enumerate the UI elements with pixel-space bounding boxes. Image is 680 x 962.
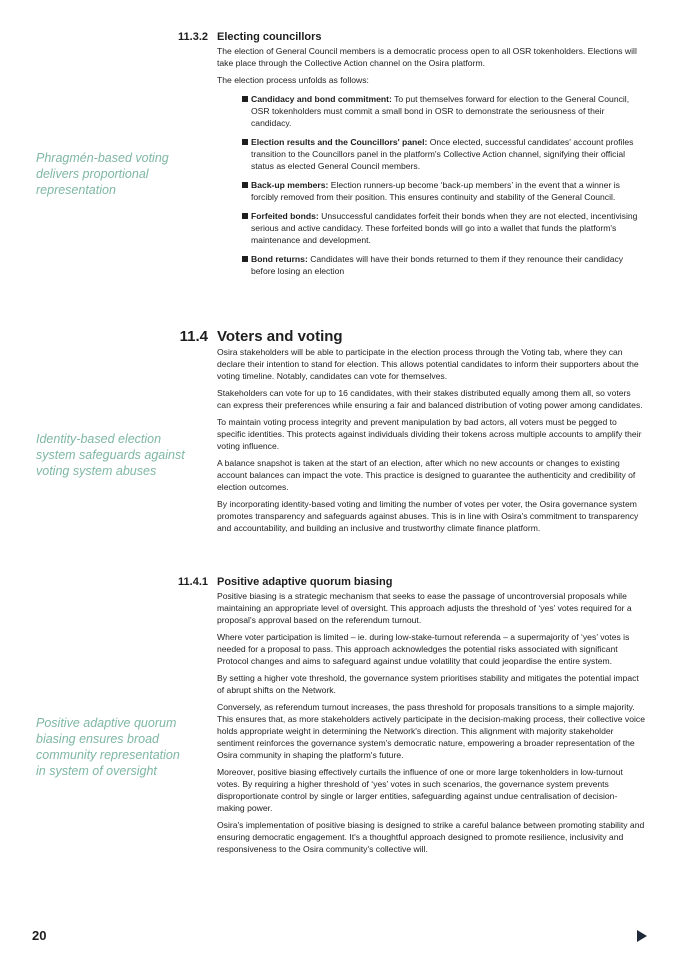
paragraph: To maintain voting process integrity and prevent manipulation by bad actors, all voters must be pegged to specific identities. This protects against individuals dividing their tokens across multiple accounts to amplify their voting influence.: [217, 417, 642, 451]
list-item: [242, 253, 645, 277]
bullet-square-icon: [242, 256, 248, 262]
page-number: 20: [32, 928, 47, 943]
paragraph: Conversely, as referendum turnout increases, the pass threshold for proposals transitions to a simple majority. This ensures that, as more stakeholders actively participate in the decision-making process, their collective voice holds appropriate weight in determining the Network's direction. This alignment with majority stakeholder sentiment reinforces the governance system's democratic nature, empowering a broader representation of the Osira community in shaping the platform's future.: [217, 702, 645, 760]
bullet-text: Once elected, successful candidates' account profiles transition to the Councillors panel in the platform's Collective Action channel, signifying their official status as elected General Council members.: [251, 137, 634, 171]
bullet-label: Candidacy and bond commitment:: [251, 94, 392, 104]
list-item: [242, 136, 645, 172]
bullet-label: Election results and the Councillors' panel:: [251, 137, 428, 147]
bullet-list: [217, 93, 645, 277]
bullet-square-icon: [242, 96, 248, 102]
section-title: Voters and voting: [217, 328, 343, 345]
bullet-square-icon: [242, 139, 248, 145]
section-number: 11.4.1: [178, 576, 208, 588]
paragraph: A balance snapshot is taken at the start of an election, after which no new accounts or changes to existing account balances can impact the vote. This practice is designed to guarantee the authenticity and credibility of election outcomes.: [217, 458, 636, 492]
paragraph: Osira stakeholders will be able to participate in the election process through the Voting tab, where they can declare their intention to stand for election. This allows potential candidates to inform their supporters about the voting timeline. Notably, candidates can vote for themselves.: [217, 347, 639, 381]
section-body-11-4: [217, 346, 645, 539]
sidenote-identity: Identity-based election system safeguards against voting system abuses: [36, 432, 185, 478]
section-number: 11.4: [179, 328, 208, 345]
paragraph: Stakeholders can vote for up to 16 candidates, with their stakes distributed equally among them all, so voters can express their preferences while ensuring a fair and balanced distribution of voting power among candidates.: [217, 388, 643, 410]
section-body-11-4-1: [217, 590, 645, 860]
list-item: [242, 210, 645, 246]
section-title: Electing councillors: [217, 31, 322, 43]
paragraph: Osira's implementation of positive biasing is designed to strike a careful balance between promoting stability and ensuring democratic engagement. It's a thoughtful approach designed to promote resilience, inclusivity and responsiveness to the Osira community's collective will.: [217, 820, 645, 854]
list-item: [242, 93, 645, 129]
sidenote-quorum: Positive adaptive quorum biasing ensures broad community representation in system of oversight: [36, 716, 180, 778]
bullet-text: Unsuccessful candidates forfeit their bonds when they are not elected, incentivising serious and active candidacy. These forfeited bonds will go into a wallet that funds the platform's maintenance and development.: [251, 211, 638, 245]
bullet-label: Back-up members:: [251, 180, 329, 190]
bullet-text: To put themselves forward for election to the General Council, OSR tokenholders must commit a small bond in OSR to demonstrate the seriousness of their candidacy.: [251, 94, 630, 128]
bullet-label: Forfeited bonds:: [251, 211, 319, 221]
paragraph: The election process unfolds as follows:: [217, 75, 369, 85]
sidenote-phragmen: Phragmén-based voting delivers proportional representation: [36, 151, 169, 197]
section-number: 11.3.2: [178, 31, 208, 43]
paragraph: By incorporating identity-based voting and limiting the number of votes per voter, the Osira governance system promotes transparency and safeguards against abuses. This is in line with Osira's commitment to transparency and accountability, and building an inclusive and trustworthy climate finance platform.: [217, 499, 639, 533]
bullet-label: Bond returns:: [251, 254, 308, 264]
paragraph: The election of General Council members is a democratic process open to all OSR tokenholders. Elections will take place through the Collective Action channel on the Osira platform.: [217, 46, 637, 68]
next-page-icon[interactable]: [637, 930, 647, 942]
paragraph: Positive biasing is a strategic mechanism that seeks to ease the passage of uncontroversial proposals while maintaining an appropriate level of oversight. This approach adjusts the threshold of ‘yes’ votes required for a proposal's approval based on the referendum turnout.: [217, 591, 632, 625]
bullet-text: Election runners-up become ‘back-up members’ in the event that a winner is forcibly removed from their position. This ensures continuity and stability of the General Council.: [251, 180, 620, 202]
bullet-square-icon: [242, 182, 248, 188]
section-body-11-3-2: [217, 45, 645, 284]
section-title: Positive adaptive quorum biasing: [217, 576, 393, 588]
paragraph: Moreover, positive biasing effectively curtails the influence of one or more large tokenholders in low-turnout votes. By requiring a higher threshold of ‘yes’ votes in such scenarios, the governance system prevents disproportionate control by single or larger entities, safeguarding against undue centralisation of decision-making power.: [217, 767, 623, 813]
paragraph: Where voter participation is limited – ie. during low-stake-turnout referenda – a supermajority of ‘yes’ votes is needed for a proposal to pass. This approach acknowledges the potential risks associated with significant Protocol changes and aims to safeguard against undue volatility that could jeopardise the entire system.: [217, 632, 630, 666]
list-item: [242, 179, 645, 203]
bullet-square-icon: [242, 213, 248, 219]
paragraph: By setting a higher vote threshold, the governance system prioritises stability and mitigates the potential impact of abrupt shifts on the Network.: [217, 673, 639, 695]
bullet-text: Candidates will have their bonds returned to them if they renounce their candidacy before losing an election: [251, 254, 624, 276]
